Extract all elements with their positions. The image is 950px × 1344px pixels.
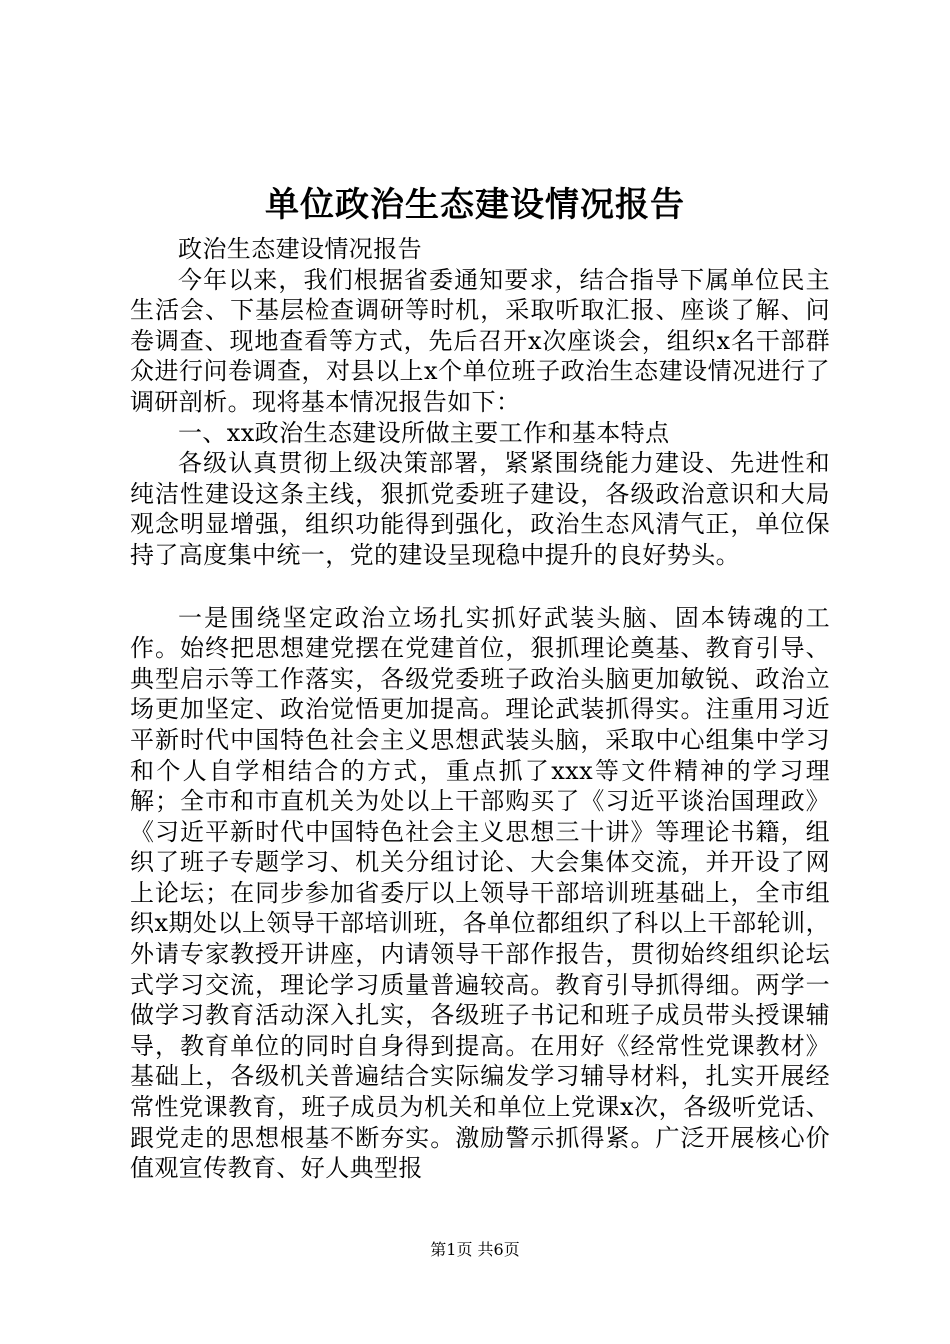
- point-one-paragraph: 一是围绕坚定政治立场扎实抓好武装头脑、固本铸魂的工作。始终把思想建党摆在党建首位，狠抓理论奠基、教育引导、典型启示等工作落实，各级党委班子政治头脑更加敏锐、政治立场更加坚定、政治觉悟更加提高。理论武装抓得实。注重用习近平新时代中国特色社会主义思想武装头脑，采取中心组集中学习和个人自学相结合的方式，重点抓了xxx等文件精神的学习理解；全市和市直机关为处以上干部购买了《习近平谈治国理政》《习近平新时代中国特色社会主义思想三十讲》等理论书籍，组织了班子专题学习、机关分组讨论、大会集体交流，并开设了网上论坛；在同步参加省委厅以上领导干部培训班基础上，全市组织x期处以上领导干部培训班，各单位都组织了科以上干部轮训，外请专家教授开讲座，内请领导干部作报告，贯彻始终组织论坛式学习交流，理论学习质量普遍较高。教育引导抓得细。两学一做学习教育活动深入扎实，各级班子书记和班子成员带头授课辅导，教育单位的同时自身得到提高。在用好《经常性党课教材》基础上，各级机关普遍结合实际编发学习辅导材料，扎实开展经常性党课教育，班子成员为机关和单位上党课x次，各级听党话、跟党走的思想根基不断夯实。激励警示抓得紧。广泛开展核心价值观宣传教育、好人典型报: [130, 603, 830, 1183]
- page-footer: 第1页 共6页: [430, 1240, 520, 1259]
- section-summary-paragraph: 各级认真贯彻上级决策部署，紧紧围绕能力建设、先进性和纯洁性建设这条主线，狠抓党委班子建设，各级政治意识和大局观念明显增强，组织功能得到强化，政治生态风清气正，单位保持了高度集中统一，党的建设呈现稳中提升的良好势头。: [130, 449, 830, 569]
- section-heading: 一、xx政治生态建设所做主要工作和基本特点: [178, 418, 670, 447]
- document-title: 单位政治生态建设情况报告: [265, 185, 685, 225]
- subtitle-paragraph: 政治生态建设情况报告: [178, 235, 422, 263]
- intro-paragraph: 今年以来，我们根据省委通知要求，结合指导下属单位民主生活会、下基层检查调研等时机，采取听取汇报、座谈了解、问卷调查、现地查看等方式，先后召开x次座谈会，组织x名干部群众进行问卷调查，对县以上x个单位班子政治生态建设情况进行了调研剖析。现将基本情况报告如下：: [130, 265, 830, 416]
- document-body: [130, 234, 830, 1184]
